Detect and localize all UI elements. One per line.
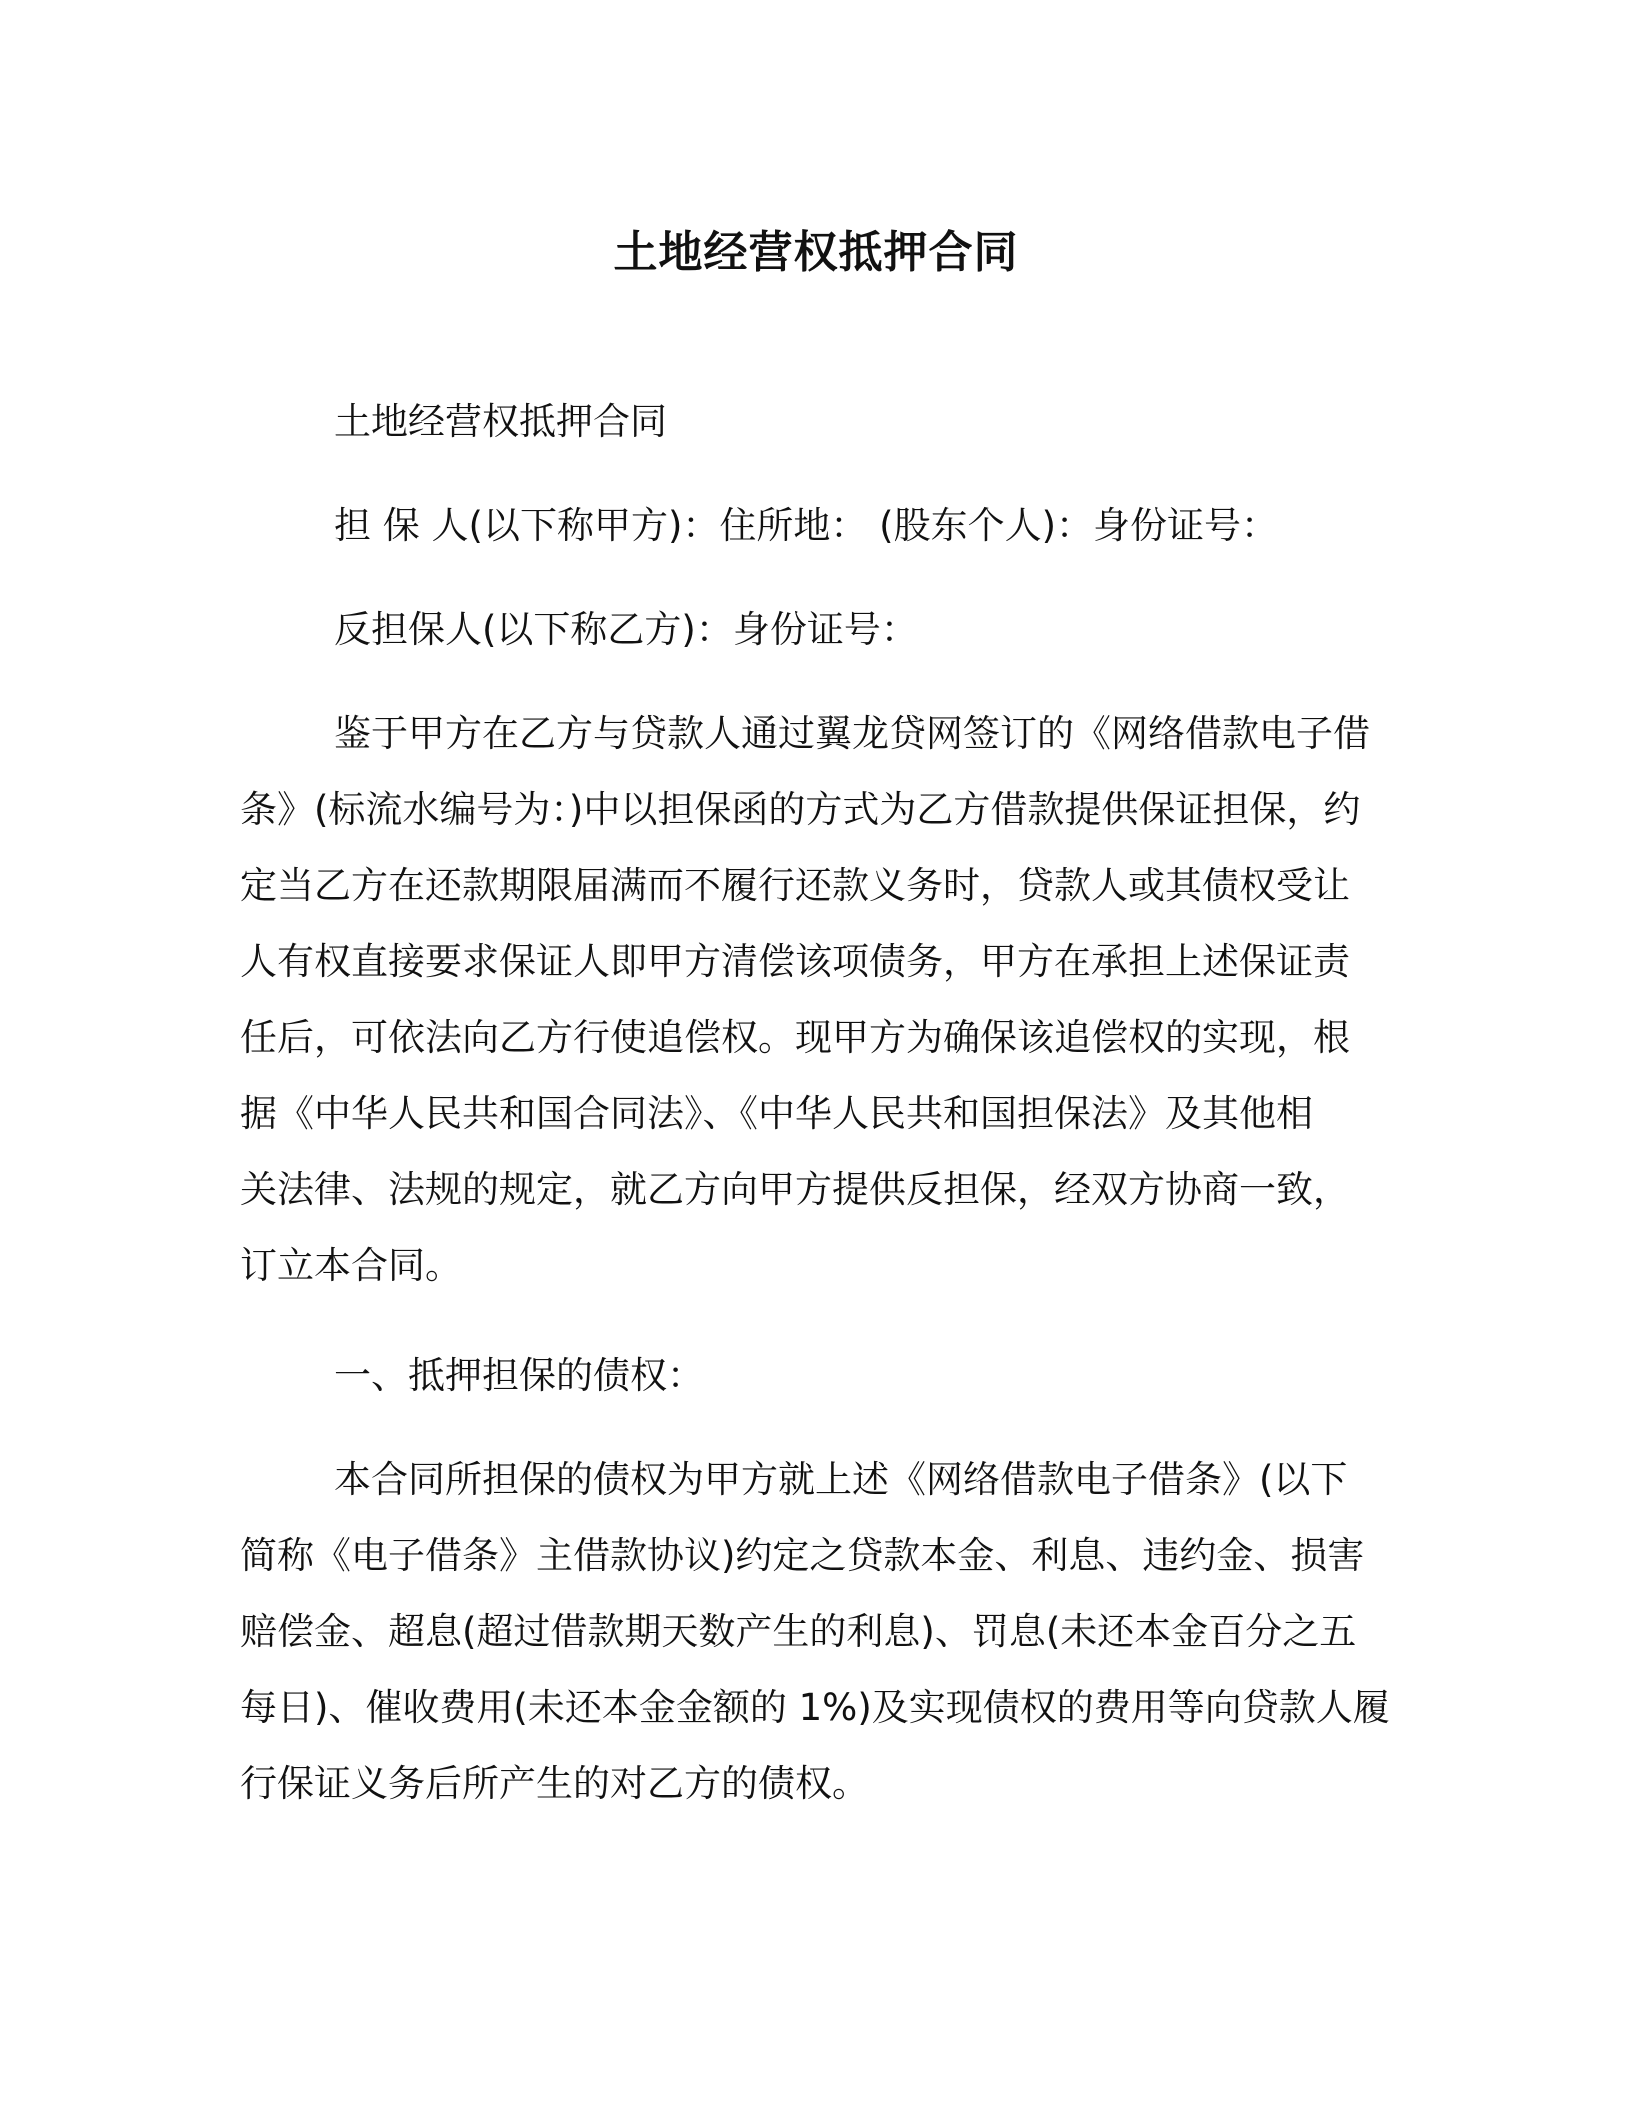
preamble-line: 据《中华人民共和国合同法》、《中华人民共和国担保法》及其他相 (240, 1092, 1313, 1135)
preamble-line: 关法律、法规的规定，就乙方向甲方提供反担保，经双方协商一致， (240, 1168, 1350, 1211)
document-subtitle: 土地经营权抵押合同 (334, 400, 667, 443)
document-title: 土地经营权抵押合同 (613, 227, 1019, 278)
preamble-line: 定当乙方在还款期限届满而不履行还款义务时，贷款人或其债权受让 (240, 864, 1350, 907)
section-1-line: 行保证义务后所产生的对乙方的债权。 (240, 1762, 869, 1805)
preamble-line: 人有权直接要求保证人即甲方清偿该项债务，甲方在承担上述保证责 (240, 940, 1350, 983)
preamble-line: 条》(标流水编号为：)中以担保函的方式为乙方借款提供保证担保，约 (240, 788, 1361, 831)
section-1-line: 本合同所担保的债权为甲方就上述《网络借款电子借条》(以下 (334, 1458, 1348, 1501)
preamble-line: 任后，可依法向乙方行使追偿权。现甲方为确保该追偿权的实现，根 (240, 1016, 1350, 1059)
section-1-heading: 一、抵押担保的债权： (334, 1354, 704, 1397)
section-1-line: 每日)、催收费用(未还本金金额的 1%)及实现债权的费用等向贷款人履 (240, 1686, 1390, 1729)
section-1-line: 赔偿金、超息(超过借款期天数产生的利息)、罚息(未还本金百分之五 (240, 1610, 1357, 1653)
party-b-line: 反担保人(以下称乙方)：身份证号： (334, 608, 918, 651)
preamble-line: 鉴于甲方在乙方与贷款人通过翼龙贷网签订的《网络借款电子借 (334, 712, 1370, 755)
section-1-line: 简称《电子借条》主借款协议)约定之贷款本金、利息、违约金、损害 (240, 1534, 1365, 1577)
party-a-line: 担 保 人(以下称甲方)：住所地： (股东个人)：身份证号： (334, 504, 1279, 547)
preamble-line: 订立本合同。 (240, 1244, 462, 1287)
